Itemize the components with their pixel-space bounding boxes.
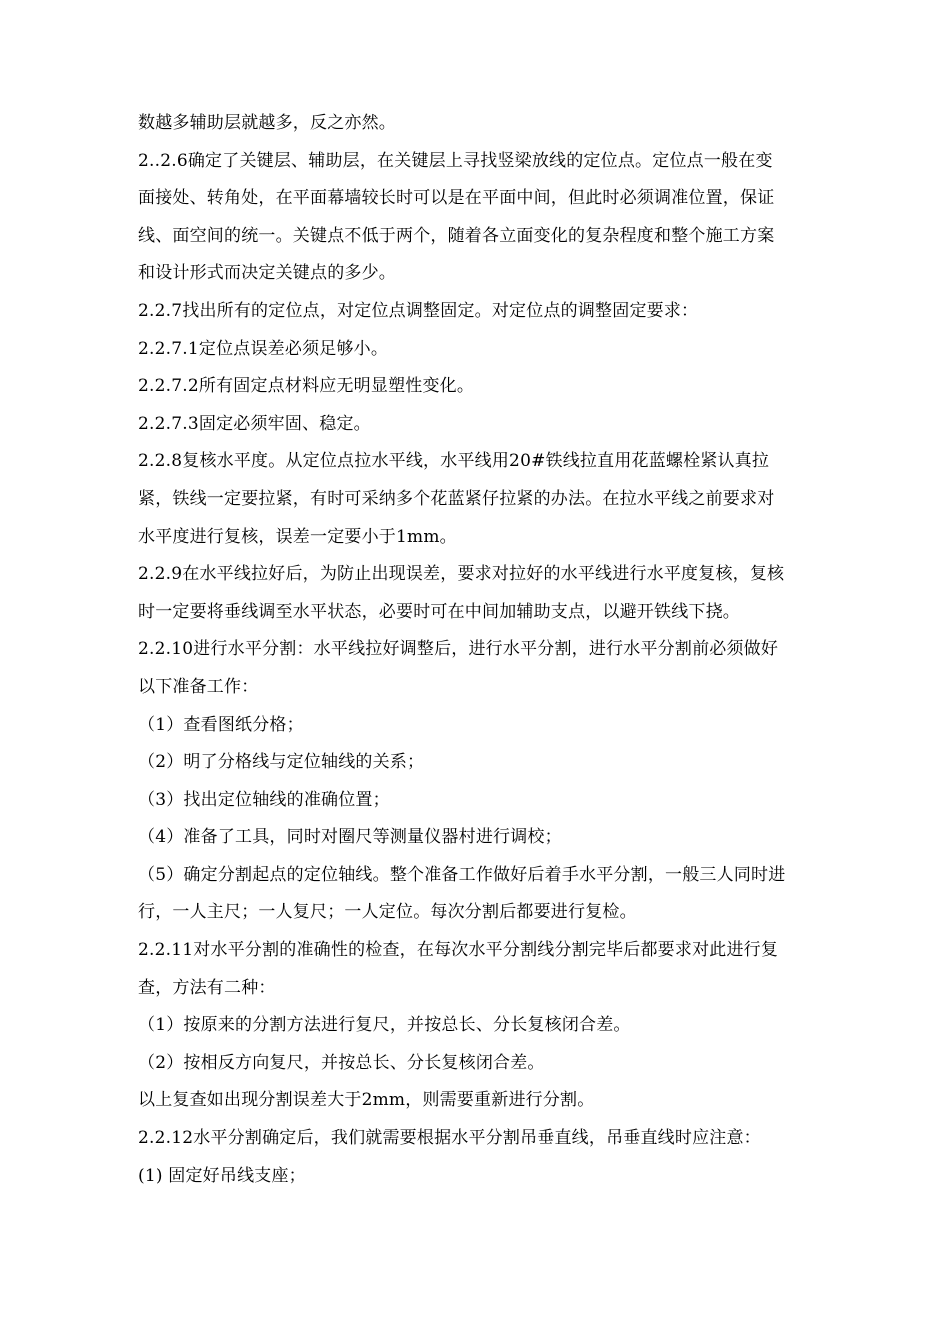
text-line: 2.2.10进行水平分割：水平线拉好调整后，进行水平分割，进行水平分割前必须做好 (138, 639, 779, 660)
list-item: （1）按原来的分割方法进行复尺，并按总长、分长复核闭合差。 (138, 1015, 631, 1036)
text-line: 面接处、转角处，在平面幕墙较长时可以是在平面中间，但此时必须调准位置，保证 (138, 188, 775, 209)
text-line: 线、面空间的统一。关键点不低于两个，随着各立面变化的复杂程度和整个施工方案 (138, 225, 775, 246)
text-line: 时一定要将垂线调至水平状态，必要时可在中间加辅助支点，以避开铁线下挠。 (138, 601, 740, 622)
text-line: 以上复查如出现分割误差大于2mm，则需要重新进行分割。 (138, 1090, 595, 1111)
list-item: （2）明了分格线与定位轴线的关系； (138, 752, 425, 773)
text-line: 2.2.7.1定位点误差必须足够小。 (138, 338, 389, 359)
text-line: 2.2.7.2所有固定点材料应无明显塑性变化。 (138, 376, 475, 397)
text-line: 2.2.7.3固定必须牢固、稳定。 (138, 413, 371, 434)
list-item: （3）找出定位轴线的准确位置； (138, 789, 390, 810)
text-line: 紧，铁线一定要拉紧，有时可采纳多个花蓝紧仔拉紧的办法。在拉水平线之前要求对 (138, 488, 775, 509)
text-line: 行，一人主尺；一人复尺；一人定位。每次分割后都要进行复检。 (138, 902, 637, 923)
list-item: （2）按相反方向复尺，并按总长、分长复核闭合差。 (138, 1052, 545, 1073)
text-line: 以下准备工作： (138, 676, 259, 697)
list-item: （1）查看图纸分格； (138, 714, 304, 735)
text-line: 2.2.12水平分割确定后，我们就需要根据水平分割吊垂直线，吊垂直线时应注意： (138, 1128, 761, 1149)
text-line: 查，方法有二种： (138, 977, 276, 998)
text-line: 和设计形式而决定关键点的多少。 (138, 263, 396, 284)
list-item: （5）确定分割起点的定位轴线。整个准备工作做好后着手水平分割，一般三人同时进 (138, 864, 786, 885)
document-body (138, 105, 830, 1195)
text-line: 数越多辅助层就越多，反之亦然。 (138, 113, 396, 133)
text-line: 2.2.9在水平线拉好后，为防止出现误差，要求对拉好的水平线进行水平度复核，复核 (138, 564, 785, 585)
list-item: （4）准备了工具，同时对圈尺等测量仪器村进行调校； (138, 827, 562, 848)
text-line: 2.2.11对水平分割的准确性的检查，在每次水平分割线分割完毕后都要求对此进行复 (138, 940, 779, 961)
text-line: 2.2.7找出所有的定位点，对定位点调整固定。对定位点的调整固定要求： (138, 300, 699, 321)
text-line: 2..2.6确定了关键层、辅助层，在关键层上寻找竖梁放线的定位点。定位点一般在变 (138, 150, 773, 171)
text-line: 2.2.8复核水平度。从定位点拉水平线，水平线用20#铁线拉直用花蓝螺栓紧认真拉 (138, 451, 770, 472)
text-line: 水平度进行复核，误差一定要小于1mm。 (138, 526, 457, 547)
list-item: (1) 固定好吊线支座； (138, 1165, 306, 1186)
